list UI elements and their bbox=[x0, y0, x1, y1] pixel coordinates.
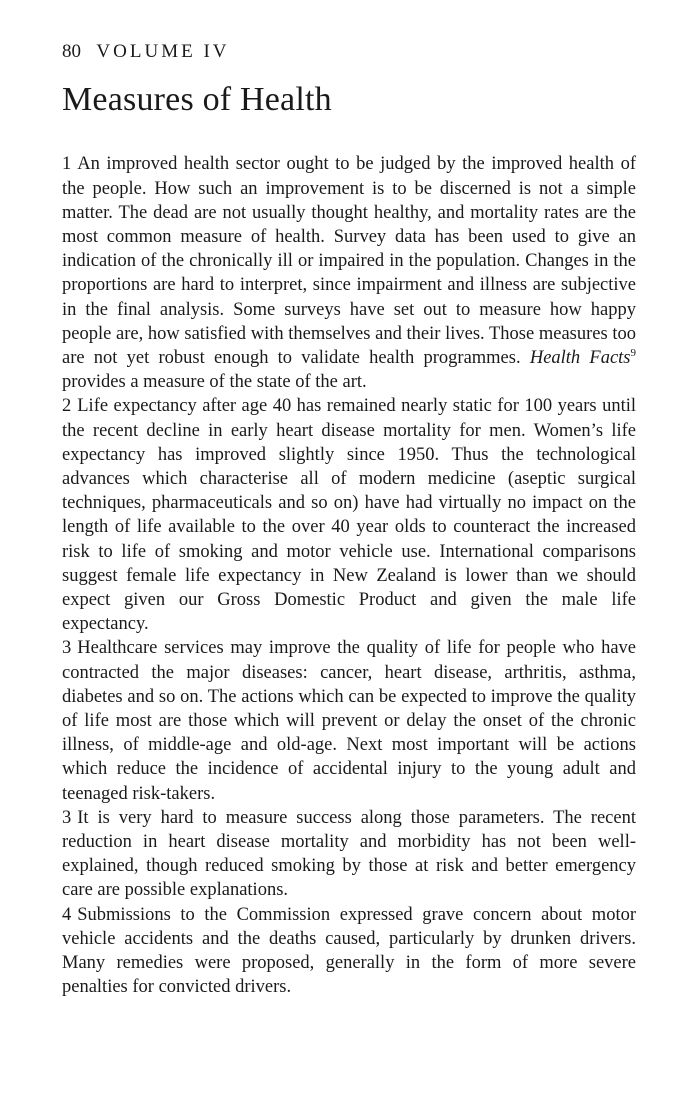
document-page bbox=[62, 42, 636, 1000]
paragraph-text: Healthcare services may improve the quality of life for people who have contracted the major diseases: cancer, heart disease, arthritis, asthma, diabetes and so on. The actions which can be expected to improve the quality of life most are those which will prevent or delay the onset of the chronic illness, of middle-age and old-age. Next most important will be actions which reduce the incidence of accidental injury to the young adult and teenaged risk-takers. bbox=[62, 638, 636, 804]
paragraph-text: It is very hard to measure success along those parameters. The recent reduction in heart disease mortality and morbidity has not been well-explained, though reduced smoking by those at risk and better emergency care are possible explanations. bbox=[62, 807, 636, 901]
paragraph-text: Life expectancy after age 40 has remained nearly static for 100 years until the recent decline in early heart disease mortality for men. Women’s life expectancy has improved slightly since 1950. Thus the technological advances which characterise all of modern medicine (aseptic surgical techniques, pharmaceuticals and so on) have had virtually no impact on the length of life available to the over 40 year olds to counteract the increased risk to life of smoking and motor vehicle use. International comparisons suggest female life expectancy in New Zealand is lower than we should expect given our Gross Domestic Product and given the male life expectancy. bbox=[62, 396, 636, 635]
paragraph-number: 3 bbox=[62, 638, 72, 659]
running-header bbox=[62, 42, 636, 61]
paragraph-text: Submissions to the Commission expressed grave concern about motor vehicle accidents and the deaths caused, particularly by drunken drivers. Many remedies were proposed, generally in the form of more severe penalties for convicted drivers. bbox=[62, 904, 636, 998]
paragraph-number: 2 bbox=[62, 396, 72, 417]
paragraph-4 bbox=[62, 806, 636, 903]
paragraph-1 bbox=[62, 152, 636, 394]
volume-label: VOLUME IV bbox=[96, 41, 230, 62]
page-title: Measures of Health bbox=[62, 81, 332, 118]
publication-title: Health Facts bbox=[529, 348, 631, 369]
paragraph-2 bbox=[62, 394, 636, 636]
paragraph-number: 1 bbox=[62, 154, 72, 175]
page-number: 80 bbox=[62, 41, 81, 62]
paragraph-3 bbox=[62, 636, 636, 805]
paragraph-5 bbox=[62, 903, 636, 1000]
footnote-marker: 9 bbox=[630, 346, 637, 359]
paragraph-number: 4 bbox=[62, 904, 72, 925]
paragraph-number: 3 bbox=[62, 807, 72, 828]
paragraph-tail: provides a measure of the state of the art. bbox=[62, 372, 367, 393]
paragraph-text: An improved health sector ought to be judged by the improved health of the people. How such an improvement is to be discerned is not a simple matter. The dead are not usually thought healthy, and mortality rates are the most common measure of health. Survey data has been used to give an indication of the chronically ill or impaired in the population. Changes in the proportions are hard to interpret, since impairment and illness are subjective in the final analysis. Some surveys have set out to measure how happy people are, how satisfied with themselves and their lives. Those measures too are not yet robust enough to validate health programmes. bbox=[62, 154, 636, 369]
